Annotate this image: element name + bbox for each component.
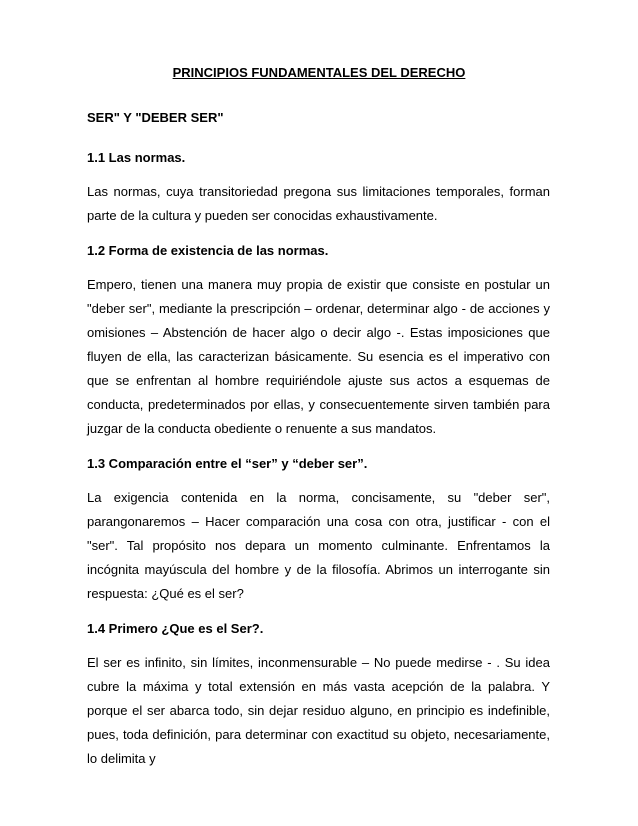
main-heading: SER" Y "DEBER SER": [87, 110, 224, 125]
section-heading-1-3: 1.3 Comparación entre el “ser” y “deber ser”.: [87, 456, 368, 471]
section-heading-1-4: 1.4 Primero ¿Que es el Ser?.: [87, 621, 264, 636]
document-title: PRINCIPIOS FUNDAMENTALES DEL DERECHO: [172, 65, 466, 80]
section-paragraph-1-4: El ser es infinito, sin límites, inconmensurable – No puede medirse - . Su idea cubre la máxima y total extensión en más vasta acepción de la palabra. Y porque el ser abarca todo, sin dejar residuo alguno, en principio es indefinible, pues, toda definición, para determinar con exactitud su objeto, necesariamente, lo delimita y: [87, 655, 550, 766]
document-body: [87, 109, 550, 771]
section-paragraph-1-3: La exigencia contenida en la norma, concisamente, su "deber ser", parangonaremos – Hacer comparación una cosa con otra, justificar - con el "ser". Tal propósito nos depara un momento culminante. Enfrentamos la incógnita mayúscula del hombre y de la filosofía. Abrimos un interrogante sin respuesta: ¿Qué es el ser?: [87, 490, 550, 601]
section-heading-1-1: 1.1 Las normas.: [87, 150, 186, 165]
section-heading-1-2: 1.2 Forma de existencia de las normas.: [87, 243, 329, 258]
section-paragraph-1-1: Las normas, cuya transitoriedad pregona sus limitaciones temporales, forman parte de la cultura y pueden ser conocidas exhaustivamente.: [87, 184, 550, 223]
section-paragraph-1-2: Empero, tienen una manera muy propia de existir que consiste en postular un "deber ser", mediante la prescripción – ordenar, determinar algo - de acciones y omisiones – Abstención de hacer algo o decir algo -. Estas imposiciones que fluyen de ella, las caracterizan básicamente. Su esencia es el imperativo con que se enfrentan al hombre requiriéndole ajuste sus actos a esquemas de conducta, predeterminados por ellas, y consecuentemente sirven también para juzgar de la conducta obediente o renuente a sus mandatos.: [87, 277, 550, 436]
